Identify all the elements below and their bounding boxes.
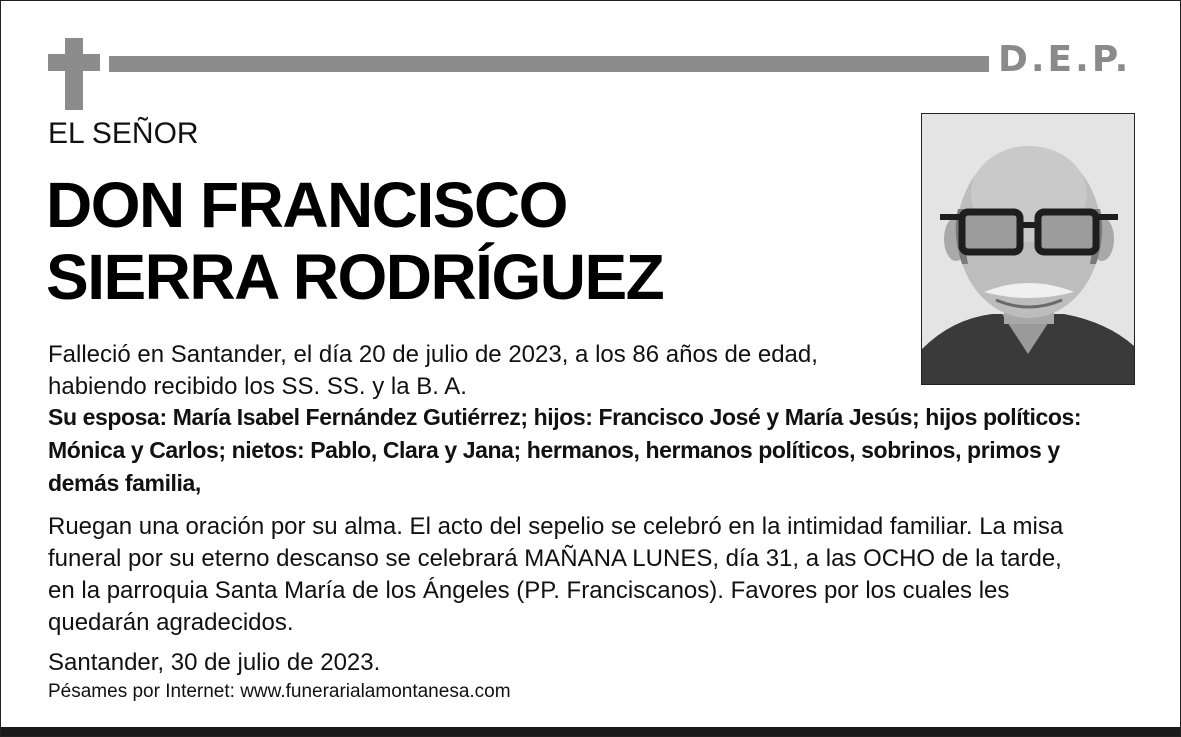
name-line-1: DON FRANCISCO <box>46 169 567 241</box>
condolences-link[interactable]: Pésames por Internet: www.funerarialamontanesa.com <box>48 681 511 702</box>
family-line-2: Mónica y Carlos; nietos: Pablo, Clara y Jana; hermanos, hermanos políticos, sobrinos, primos y <box>48 437 1060 463</box>
honorific: EL SEÑOR <box>48 117 199 150</box>
dep-label: D.E.P. <box>998 39 1132 80</box>
family-line-1: Su esposa: María Isabel Fernández Gutiérrez; hijos: Francisco José y María Jesús; hijos políticos: <box>48 404 1082 430</box>
prayer-line-2: funeral por su eterno descanso se celebrará MAÑANA LUNES, día 31, a las OCHO de la tarde, <box>48 545 1062 572</box>
dateline: Santander, 30 de julio de 2023. <box>48 649 381 676</box>
cross-icon <box>48 38 100 110</box>
death-announcement <box>48 339 888 403</box>
prayer-line-3: en la parroquia Santa María de los Ángeles (PP. Franciscanos). Favores por los cuales les <box>48 577 1010 604</box>
death-line-1: Falleció en Santander, el día 20 de julio de 2023, a los 86 años de edad, <box>48 341 818 368</box>
death-line-2: habiendo recibido los SS. SS. y la B. A. <box>48 373 467 400</box>
portrait-photo <box>921 113 1135 385</box>
family-line-3: demás familia, <box>48 470 201 496</box>
family-list <box>48 401 1138 500</box>
prayer-line-4: quedarán agradecidos. <box>48 609 294 636</box>
header-rule <box>109 56 989 72</box>
prayer-request <box>48 511 1138 639</box>
bottom-band <box>1 727 1180 736</box>
prayer-line-1: Ruegan una oración por su alma. El acto del sepelio se celebró en la intimidad familiar. La misa <box>48 513 1064 540</box>
deceased-name <box>46 169 663 313</box>
name-line-2: SIERRA RODRÍGUEZ <box>46 241 664 313</box>
